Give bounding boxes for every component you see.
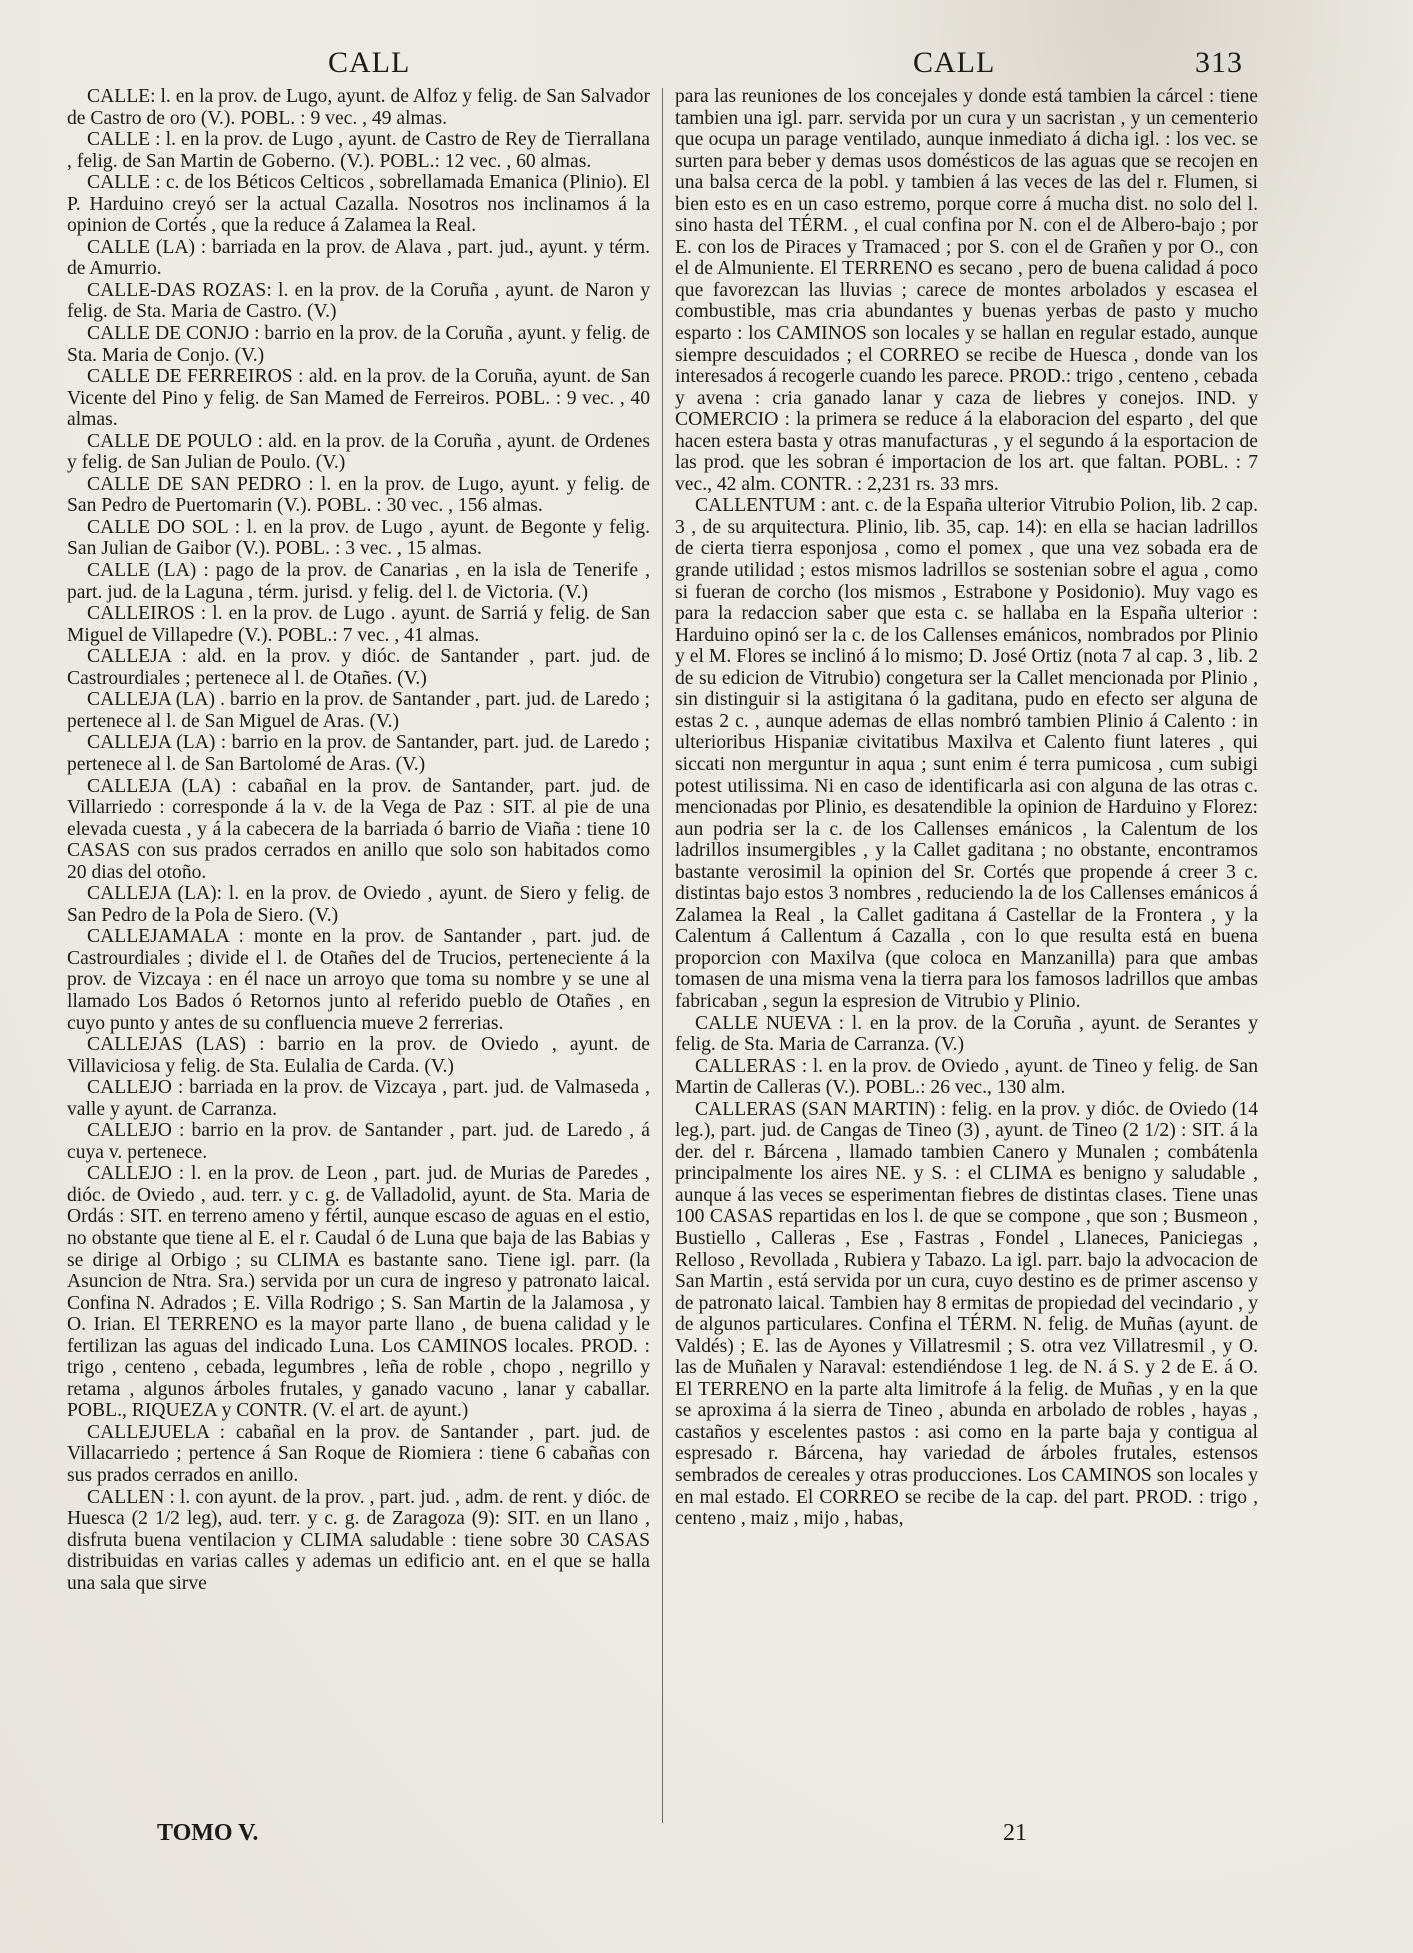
entry: CALLEJAMALA : monte en la prov. de Santander , part. jud. de Castrourdiales ; divide el l. de Otañes del de Trucios, perteneciente á la prov. de Vizcaya : en él nace un arroyo que toma su nombre y se une al llamado Los Bados ó Retornos junto al referido pueblo de Otañes , en cuyo punto y antes de su confluencia mueve 2 ferrerias. (67, 926, 650, 1034)
entry: CALLEJA (LA) : cabañal en la prov. de Santander, part. jud. de Villarriedo : corresponde á la v. de la Vega de Paz : SIT. al pie de una elevada cuesta , y á la cabecera de la barriada ó barrio de Viaña : tiene 10 CASAS con sus prados cerrados en anillo que solo son habitados como 20 dias del otoño. (67, 775, 650, 883)
entry-continuation: para las reuniones de los concejales y donde está tambien la cárcel : tiene tambien una igl. parr. servida por un cura y un sacristan , y un cementerio que ocupa un parage ventilado, aunque inmediato á dicha igl. : los vec. se surten para beber y demas usos domésticos de las aguas que se recojen en una balsa cerca de la pobl. y tambien á las veces de las del r. Flumen, si bien esto es en un caso estremo, porque corre á mucha dist. no solo del l. sino hasta del TÉRM. , el cual confina por N. con el de Albero-bajo ; por E. con los de Piraces y Tramaced ; por S. con el de Grañen y por O., con el de Almuniente. El TERRENO es secano , pero de buena calidad á poco que favorezcan las lluvias ; carece de montes arbolados y escasea el combustible, mas cria abundantes y buenas yerbas de pasto y mucho esparto : los CAMINOS son locales y se hallan en regular estado, aunque siempre descuidados ; el CORREO se recibe de Huesca , donde van los interesados á recogerle cuando les parece. PROD.: trigo , centeno , cebada y avena : cria ganado lanar y caza de liebres y conejos. IND. y COMERCIO : la primera se reduce á la elaboracion del esparto , del que hacen estera basta y otras manufacturas , y el segundo á la esportacion de las prod. que les sobran é importacion de los art. que faltan. POBL. : 7 vec., 42 alm. CONTR. : 2,231 rs. 33 mrs. (675, 86, 1258, 495)
entry: CALLE DE CONJO : barrio en la prov. de la Coruña , ayunt. y felig. de Sta. Maria de Conjo. (V.) (67, 323, 651, 366)
entry: CALLEJAS (LAS) : barrio en la prov. de Oviedo , ayunt. de Villaviciosa y felig. de Sta. Eulalia de Carda. (V.) (67, 1034, 650, 1077)
entry: CALLE NUEVA : l. en la prov. de la Coruña , ayunt. de Serantes y felig. de Sta. Maria de Carranza. (V.) (675, 1012, 1258, 1056)
entry: CALLE-DAS ROZAS: l. en la prov. de la Coruña , ayunt. de Naron y felig. de Sta. Maria de Castro. (V.) (67, 279, 650, 323)
entry: CALLEJA (LA) : barrio en la prov. de Santander, part. jud. de Laredo ; pertenece al l. de San Bartolomé de Aras. (V.) (67, 732, 650, 775)
entry: CALLERAS : l. en la prov. de Oviedo , ayunt. de Tineo y felig. de San Martin de Calleras (V.). POBL.: 26 vec., 130 alm. (675, 1055, 1258, 1099)
entry: CALLEJUELA : cabañal en la prov. de Santander , part. jud. de Villacarriedo ; pertence á San Roque de Riomiera : tiene 6 cabañas con sus prados cerrados en anillo. (67, 1421, 650, 1486)
left-column (67, 86, 650, 1594)
entry: CALLENTUM : ant. c. de la España ulterior Vitrubio Polion, lib. 2 cap. 3 , de su arquitectura. Plinio, lib. 35, cap. 14): en ella se hacian ladrillos de cierta tierra esponjosa , como el pomex , que una vez sobada era de grande utilidad ; estos mismos ladrillos se sostenian sobre el agua , como si fueran de corcho (los mismos , Estrabone y Posidonio). Muy vago es para la redaccion saber que esta c. se hallaba en la España ulterior : Harduino opinó ser la c. de los Callenses emánicos, nombrados por Plinio y el M. Flores se inclinó á lo mismo; D. José Ortiz (nota 7 al cap. 3 , lib. 2 de su edicion de Vitrubio) congetura ser la Callet mencionada por Plinio , sin distinguir si la astigitana ó la gaditana, pudo en efecto ser alguna de estas 2 c. , aunque ademas de ellas nombró tambien Plinio á Calento : in ulterioribus Hispaniæ civitatibus Maxilva et Calento fiunt lateres , qui siccati non merguntur in aqua ; sunt enim é terra pumicosa , cum subigi potest utilissima. Ni en caso de identificarla asi con alguna de las otras c. mencionadas por Plinio, es desatendible la opinion de Harduino y Florez: aun podria ser la c. de los Callenses emánicos , la Calentum de los ladrillos insumergibles , y la Callet gaditana ; no obstante, encontramos bastante verosimil la opinion del Sr. Cortés que propende á creer 3 c. distintas bajo estos 3 nombres , reduciendo la de los Callenses emánicos á Zalamea la Real , la Callet gaditana á Castellar de la Frontera , y la Calentum á Callentum á Cazalla , con lo que resulta está en buena proporcion con Maxilva (que coloca en Manzanilla) para que ambas tomasen de una misma vena la tierra para los famosos ladrillos que ambas fabricaban , segun la espresion de Vitrubio y Plinio. (675, 495, 1258, 1012)
entry: CALLE : l. en la prov. de Lugo , ayunt. de Castro de Rey de Tierrallana , felig. de San Martin de Goberno. (V.). POBL.: 12 vec. , 60 almas. (67, 129, 650, 172)
entry: CALLE (LA) : barriada en la prov. de Alava , part. jud., ayunt. y térm. de Amurrio. (67, 236, 650, 280)
signature-mark: 21 (1003, 1820, 1027, 1846)
entry: CALLEJA : ald. en la prov. y dióc. de Santander , part. jud. de Castrourdiales ; pertenece al l. de Otañes. (V.) (67, 646, 650, 689)
entry: CALLEJO : barrio en la prov. de Santander , part. jud. de Laredo , á cuya v. pertenece. (67, 1120, 650, 1163)
entry: CALLE : c. de los Béticos Celticos , sobrellamada Emanica (Plinio). El P. Harduino creyó ser la actual Cazalla. Nosotros nos inclinamos á la opinion de Cortés , que la reduce á Zalamea la Real. (67, 172, 650, 237)
entry: CALLEJA (LA) . barrio en la prov. de Santander , part. jud. de Laredo ; pertenece al l. de San Miguel de Aras. (V.) (67, 689, 650, 732)
entry: CALLEJO : l. en la prov. de Leon , part. jud. de Murias de Paredes , dióc. de Oviedo , aud. terr. y c. g. de Valladolid, ayunt. de Sta. Maria de Ordás : SIT. en terreno ameno y fértil, aunque escaso de aguas en el estio, no obstante que tiene al E. el r. Caudal ó de Luna que baja de las Babias y se dirige al Orbigo ; su CLIMA es bastante sano. Tiene igl. parr. (la Asuncion de Ntra. Sra.) servida por un cura de ingreso y patronato laical. Confina N. Adrados ; E. Villa Rodrigo ; S. San Martin de la Jalamosa , y O. Irian. El TERRENO es la mayor parte llano , de buena calidad y le fertilizan las aguas del indicado Luna. Los CAMINOS locales. PROD. : trigo , centeno , cebada, legumbres , leña de roble , chopo , negrillo y retama , algunos árboles frutales, y ganado vacuno , lanar y caballar. POBL., RIQUEZA y CONTR. (V. el art. de ayunt.) (67, 1163, 650, 1422)
volume-label: TOMO V. (157, 1820, 259, 1846)
entry: CALLEN : l. con ayunt. de la prov. , part. jud. , adm. de rent. y dióc. de Huesca (2 1/2 leg), aud. terr. y c. g. de Zaragoza (9): SIT. en un llano , disfruta buena ventilacion y CLIMA saludable : tiene sobre 30 CASAS distribuidas en varias calles y ademas un edificio ant. en el que se halla una sala que sirve (67, 1486, 650, 1594)
entry: CALLE: l. en la prov. de Lugo, ayunt. de Alfoz y felig. de San Salvador de Castro de oro (V.). POBL. : 9 vec. , 49 almas. (67, 86, 651, 129)
entry: CALLERAS (SAN MARTIN) : felig. en la prov. y dióc. de Oviedo (14 leg.), part. jud. de Cangas de Tineo (3) , ayunt. de Tineo (2 1/2) : SIT. á la der. del r. Bárcena , llamado tambien Canero y Munalen ; combátenla principalmente los aires NE. y S. : el CLIMA es benigno y saludable , aunque á las veces se esperimentan fiebres de distintas clases. Tiene unas 100 CASAS repartidas en los l. de que se compone , que son ; Busmeon , Bustiello , Calleras , Ese , Fastras , Fondel , Llaneces, Paniciegas , Relloso , Revollada , Rubiera y Tabazo. La igl. parr. bajo la advocacion de San Martin , está servida por un cura, cuyo destino es de primer ascenso y de patronato laical. Tambien hay 8 ermitas de propiedad del vecindario , y de algunos particulares. Confina el TÉRM. N. felig. de Muñas (ayunt. de Valdés) ; E. las de Ayones y Villatresmil ; S. otra vez Villatresmil , y O. las de Muñalen y Naraval: estendiéndose 1 leg. de N. á S. y 2 de E. á O. El TERRENO en la parte alta limitrofe á la felig. de Muñas , y en la que se aproxima á la sierra de Tineo , abunda en arbolado de robles , hayas , castaños y escelentes pastos : asi como en la parte baja y contigua al espresado r. Bárcena, hay variedad de árboles frutales, estensos sembrados de cereales y otras producciones. Los CAMINOS son locales y en mal estado. El CORREO se recibe de la cap. del part. PROD. : trigo , centeno , maiz , mijo , habas, (675, 1098, 1258, 1530)
entry: CALLE DE FERREIROS : ald. en la prov. de la Coruña, ayunt. de San Vicente del Pino y felig. de San Mamed de Ferreiros. POBL. : 9 vec. , 40 almas. (67, 366, 650, 431)
right-column (675, 86, 1258, 1530)
page-number: 313 (1195, 46, 1243, 79)
entry: CALLE DE POULO : ald. en la prov. de la Coruña , ayunt. de Ordenes y felig. de San Julian de Poulo. (V.) (67, 430, 650, 474)
running-header-right: CALL (913, 46, 996, 79)
column-divider (662, 88, 663, 1823)
entry: CALLEIROS : l. en la prov. de Lugo . ayunt. de Sarriá y felig. de San Miguel de Villapedre (V.). POBL.: 7 vec. , 41 almas. (67, 603, 650, 646)
running-header-left: CALL (328, 46, 411, 79)
entry: CALLEJA (LA): l. en la prov. de Oviedo , ayunt. de Siero y felig. de San Pedro de la Pola de Siero. (V.) (67, 883, 650, 926)
entry: CALLEJO : barriada en la prov. de Vizcaya , part. jud. de Valmaseda , valle y ayunt. de Carranza. (67, 1077, 650, 1120)
entry: CALLE DE SAN PEDRO : l. en la prov. de Lugo, ayunt. y felig. de San Pedro de Puertomarin (V.). POBL. : 30 vec. , 156 almas. (67, 473, 650, 517)
entry: CALLE (LA) : pago de la prov. de Canarias , en la isla de Tenerife , part. jud. de la Laguna , térm. jurisd. y felig. del l. de Victoria. (V.) (67, 560, 650, 603)
entry: CALLE DO SOL : l. en la prov. de Lugo , ayunt. de Begonte y felig. San Julian de Gaibor (V.). POBL. : 3 vec. , 15 almas. (67, 516, 650, 560)
